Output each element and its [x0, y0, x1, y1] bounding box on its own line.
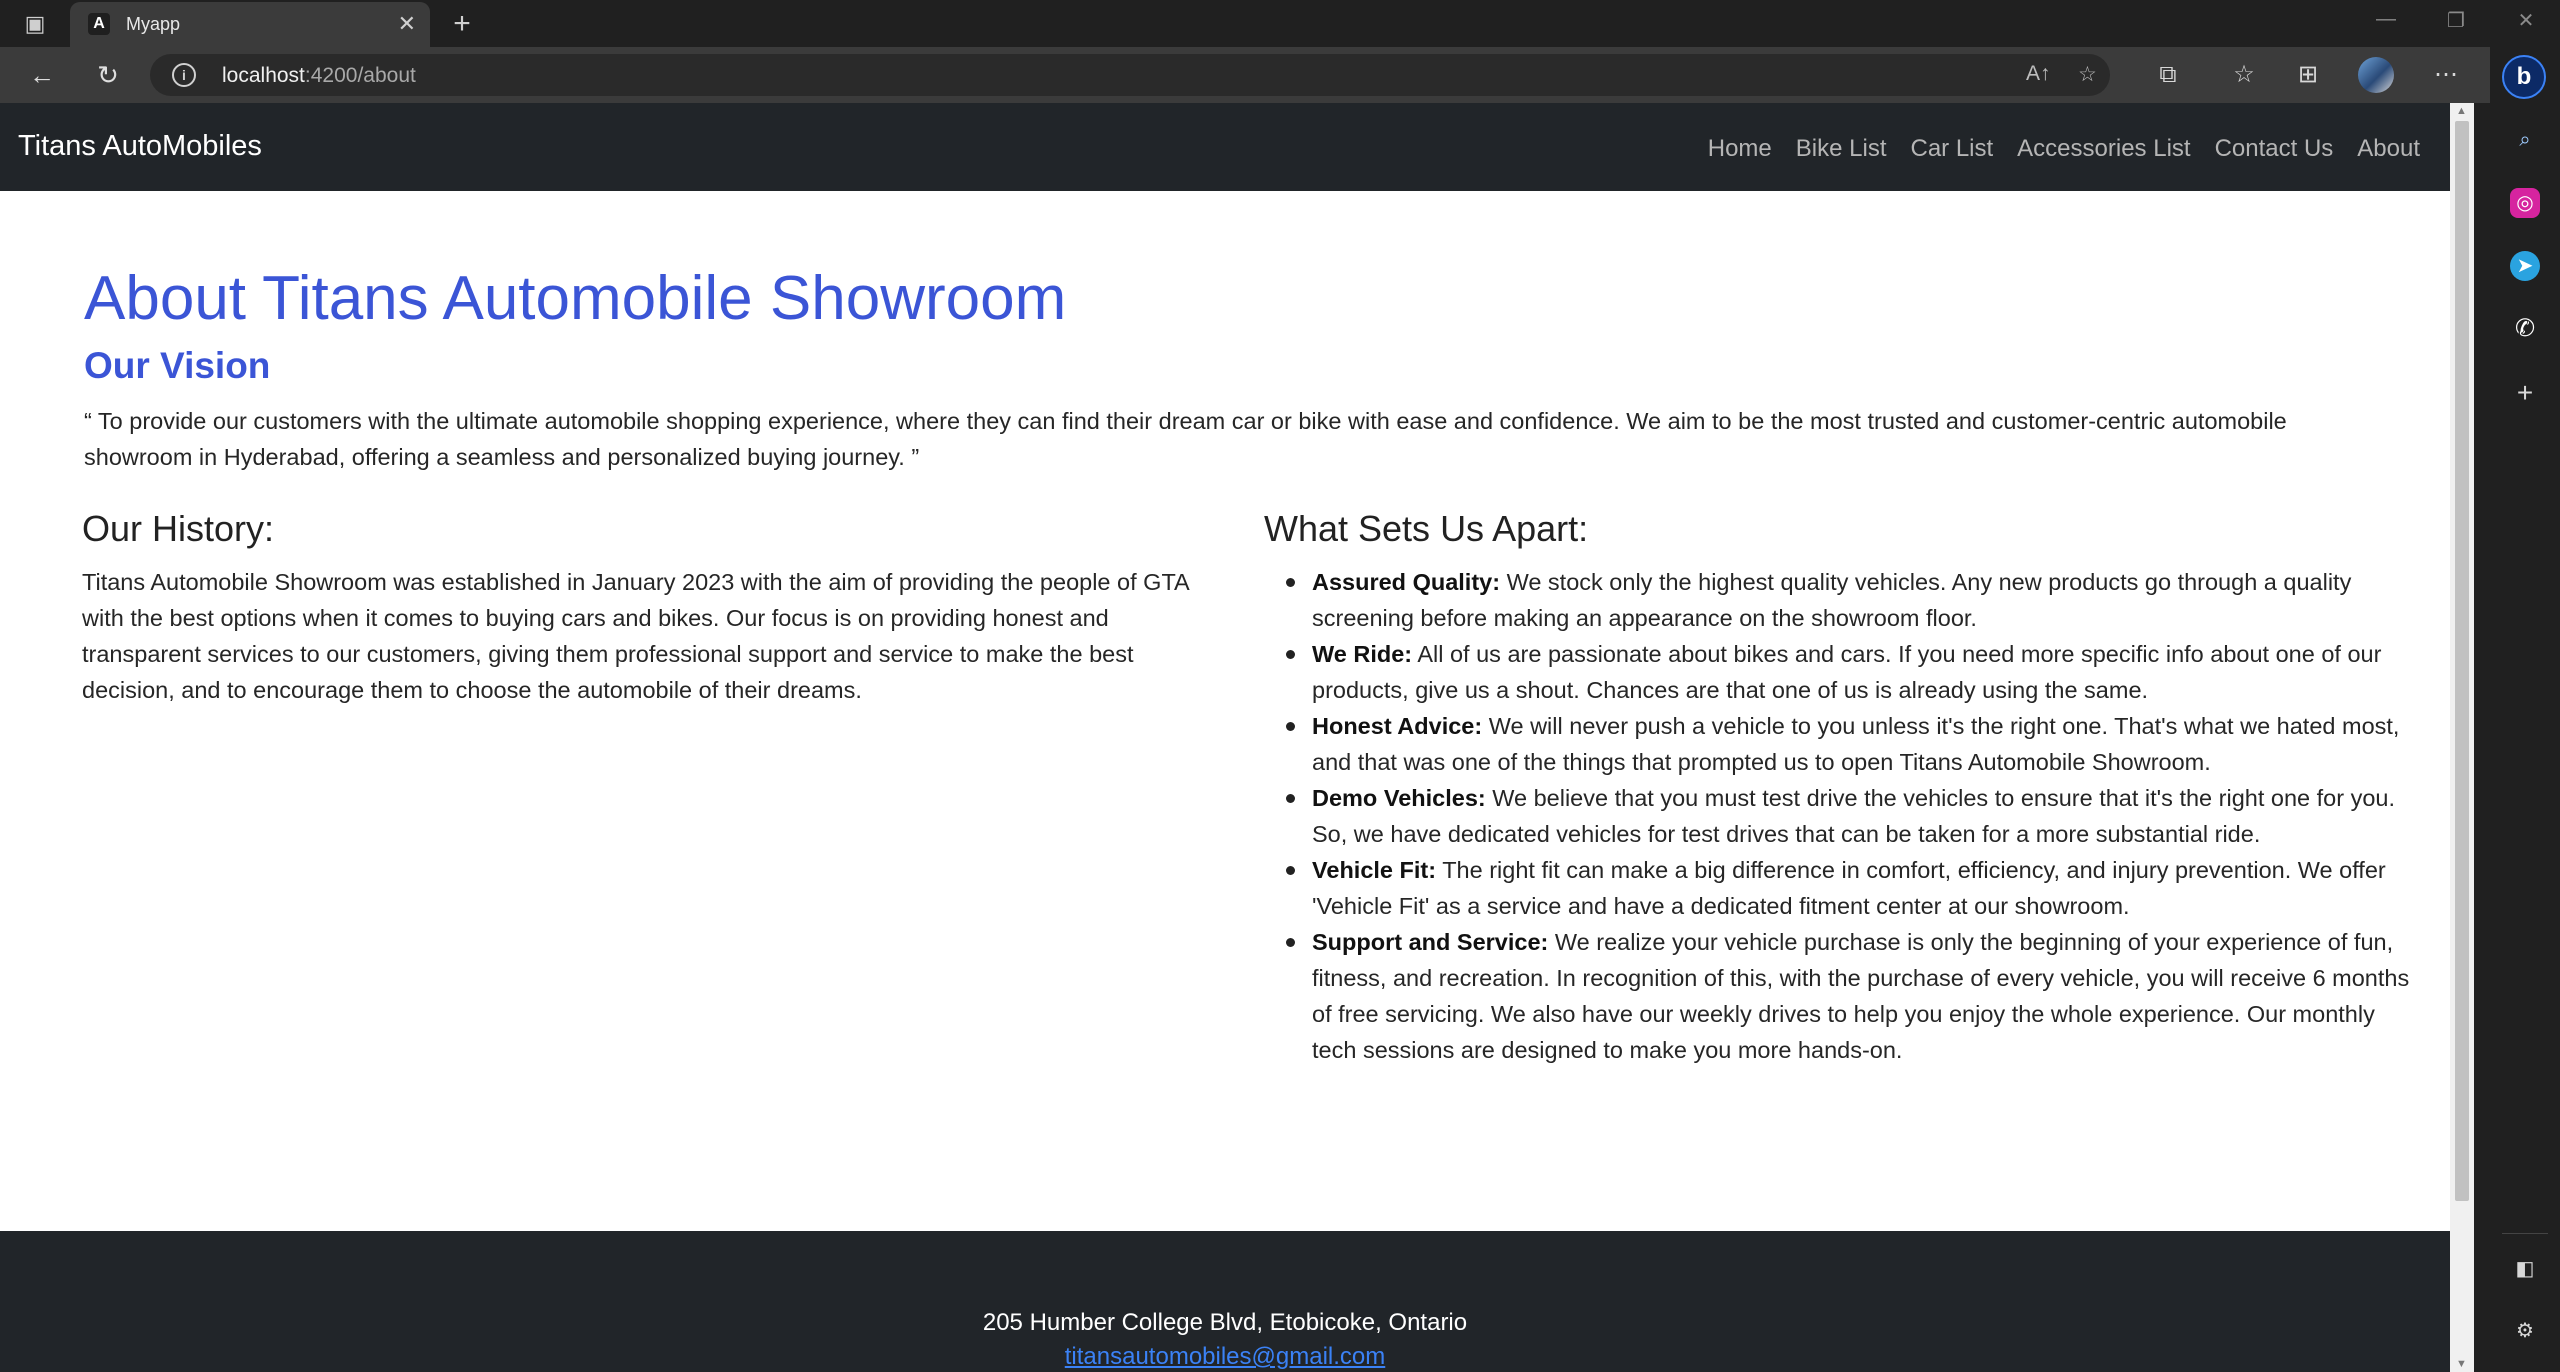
edge-sidebar: [2490, 47, 2560, 1372]
hide-sidebar-icon[interactable]: ◧: [2515, 1258, 2535, 1280]
browser-toolbar: [0, 47, 2490, 103]
more-options-icon[interactable]: ⋯: [2434, 61, 2458, 88]
item-text: We believe that you must test drive the vehicles to ensure that it's the right one for you. So, we have dedicated vehicles for test drives that can be taken for a more substantial ride.: [1312, 785, 2396, 847]
nav-link-contact-us[interactable]: Contact Us: [2214, 135, 2334, 162]
item-text: We realize your vehicle purchase is only the beginning of your experience of fun, fitness, and recreation. In recognition of this, with the purchase of every vehicle, you will receive 6 months of free servicing. We also have our weekly drives to help you enjoy the whole experience. Our monthly tech sessions are designed to make you more hands-on.: [1312, 929, 2410, 1063]
vision-heading: Our Vision: [84, 345, 271, 386]
list-item: [1264, 708, 2424, 780]
list-item: [1264, 636, 2424, 708]
window-close-icon[interactable]: ✕: [2517, 10, 2535, 32]
browser-tab[interactable]: [70, 2, 430, 47]
page-title: About Titans Automobile Showroom: [84, 264, 1067, 333]
item-label: Honest Advice:: [1312, 713, 1483, 739]
read-aloud-icon[interactable]: A↑: [2026, 62, 2051, 85]
footer-address: 205 Humber College Blvd, Etobicoke, Ontario: [982, 1309, 1468, 1336]
item-text: All of us are passionate about bikes and cars. If you need more specific info about one of our products, give us a shout. Chances are that one of us is already using the same.: [1312, 641, 2382, 703]
list-item: [1264, 924, 2424, 1068]
browser-tab-bar: [0, 0, 2560, 47]
scrollbar-thumb[interactable]: [2455, 121, 2469, 1201]
bullet: [1286, 938, 1295, 947]
navbar-brand[interactable]: Titans AutoMobiles: [18, 130, 262, 162]
bullet: [1286, 578, 1295, 587]
apart-section: [1264, 508, 2424, 1068]
history-text: Titans Automobile Showroom was established in January 2023 with the aim of providing the people of GTA with the best options when it comes to buying cars and bikes. Our focus is on providing honest and transparent services to our customers, giving them professional support and service to make the best decision, and to encourage them to choose the automobile of their dreams.: [82, 569, 1189, 703]
footer-email-link[interactable]: titansautomobiles@gmail.com: [1064, 1343, 1386, 1370]
whatsapp-icon[interactable]: ✆: [2514, 315, 2536, 342]
nav-link-car-list[interactable]: Car List: [1910, 135, 1994, 162]
nav-link-bike-list[interactable]: Bike List: [1795, 135, 1887, 162]
extensions-icon[interactable]: ⧉: [2159, 61, 2177, 88]
profile-avatar[interactable]: [2358, 57, 2394, 93]
nav-link-accessories-list[interactable]: Accessories List: [2017, 135, 2191, 162]
scroll-down-icon[interactable]: ▼: [2456, 1358, 2467, 1370]
page-scrollbar[interactable]: [2450, 103, 2474, 1372]
collections-icon[interactable]: ⊞: [2297, 61, 2319, 88]
favorite-star-icon[interactable]: ☆: [2078, 63, 2097, 86]
list-item: [1264, 564, 2424, 636]
back-icon[interactable]: ←: [29, 60, 55, 90]
search-icon[interactable]: ⌕: [2519, 129, 2531, 151]
angular-favicon-icon: A: [88, 13, 110, 35]
bing-copilot-icon[interactable]: b: [2502, 55, 2546, 99]
url-text[interactable]: [222, 64, 416, 88]
nav-links: [1708, 135, 2420, 163]
url-path: :4200/about: [304, 64, 416, 87]
bullet: [1286, 650, 1295, 659]
item-text: We will never push a vehicle to you unless it's the right one. That's what we hated most, and that was one of the things that prompted us to open Titans Automobile Showroom.: [1312, 713, 2400, 775]
apart-heading: What Sets Us Apart:: [1264, 508, 1589, 549]
favorites-icon[interactable]: ☆: [2233, 61, 2255, 88]
item-label: We Ride:: [1312, 641, 1413, 667]
sidebar-divider: [2502, 1233, 2548, 1234]
item-label: Support and Service:: [1312, 929, 1549, 955]
settings-gear-icon[interactable]: ⚙: [2516, 1320, 2534, 1342]
item-label: Vehicle Fit:: [1312, 857, 1437, 883]
url-host: localhost: [222, 64, 305, 87]
list-item: [1264, 852, 2424, 924]
bullet: [1286, 866, 1295, 875]
nav-link-about[interactable]: About: [2357, 135, 2420, 162]
address-bar[interactable]: [150, 54, 2110, 96]
add-sidebar-app-icon[interactable]: +: [2516, 377, 2534, 408]
tab-close-icon[interactable]: ✕: [397, 11, 416, 36]
item-text: The right fit can make a big difference in comfort, efficiency, and injury prevention. We offer 'Vehicle Fit' as a service and have a dedicated fitment center at our showroom.: [1312, 857, 2386, 919]
history-section: [82, 508, 1232, 708]
instagram-icon[interactable]: ◎: [2510, 188, 2540, 218]
tab-title: Myapp: [126, 14, 181, 34]
scroll-up-icon[interactable]: ▲: [2456, 105, 2467, 117]
apart-list: [1264, 564, 2424, 1068]
page-footer: [0, 1231, 2450, 1372]
vision-quote: “ To provide our customers with the ultimate automobile shopping experience, where they can find their dream car or bike with ease and confidence. We aim to be the most trusted and customer-centric automobile showroom in Hyderabad, offering a seamless and personalized buying journey. ”: [84, 408, 2287, 470]
item-label: Assured Quality:: [1312, 569, 1501, 595]
new-tab-icon[interactable]: +: [453, 7, 471, 40]
bullet: [1286, 722, 1295, 731]
maximize-icon[interactable]: ❐: [2447, 10, 2465, 32]
item-label: Demo Vehicles:: [1312, 785, 1486, 811]
minimize-icon[interactable]: —: [2376, 8, 2396, 30]
bullet: [1286, 794, 1295, 803]
telegram-icon[interactable]: ➤: [2510, 251, 2540, 281]
list-item: [1264, 780, 2424, 852]
refresh-icon[interactable]: ↻: [97, 60, 119, 90]
nav-link-home[interactable]: Home: [1707, 135, 1772, 162]
app-navbar: [0, 103, 2450, 191]
page-viewport: [0, 103, 2450, 1372]
history-heading: Our History:: [82, 508, 275, 549]
site-info-icon[interactable]: i: [172, 63, 196, 87]
tab-actions-icon[interactable]: ▣: [24, 11, 46, 36]
item-text: We stock only the highest quality vehicles. Any new products go through a quality screening before making an appearance on the showroom floor.: [1312, 569, 2352, 631]
